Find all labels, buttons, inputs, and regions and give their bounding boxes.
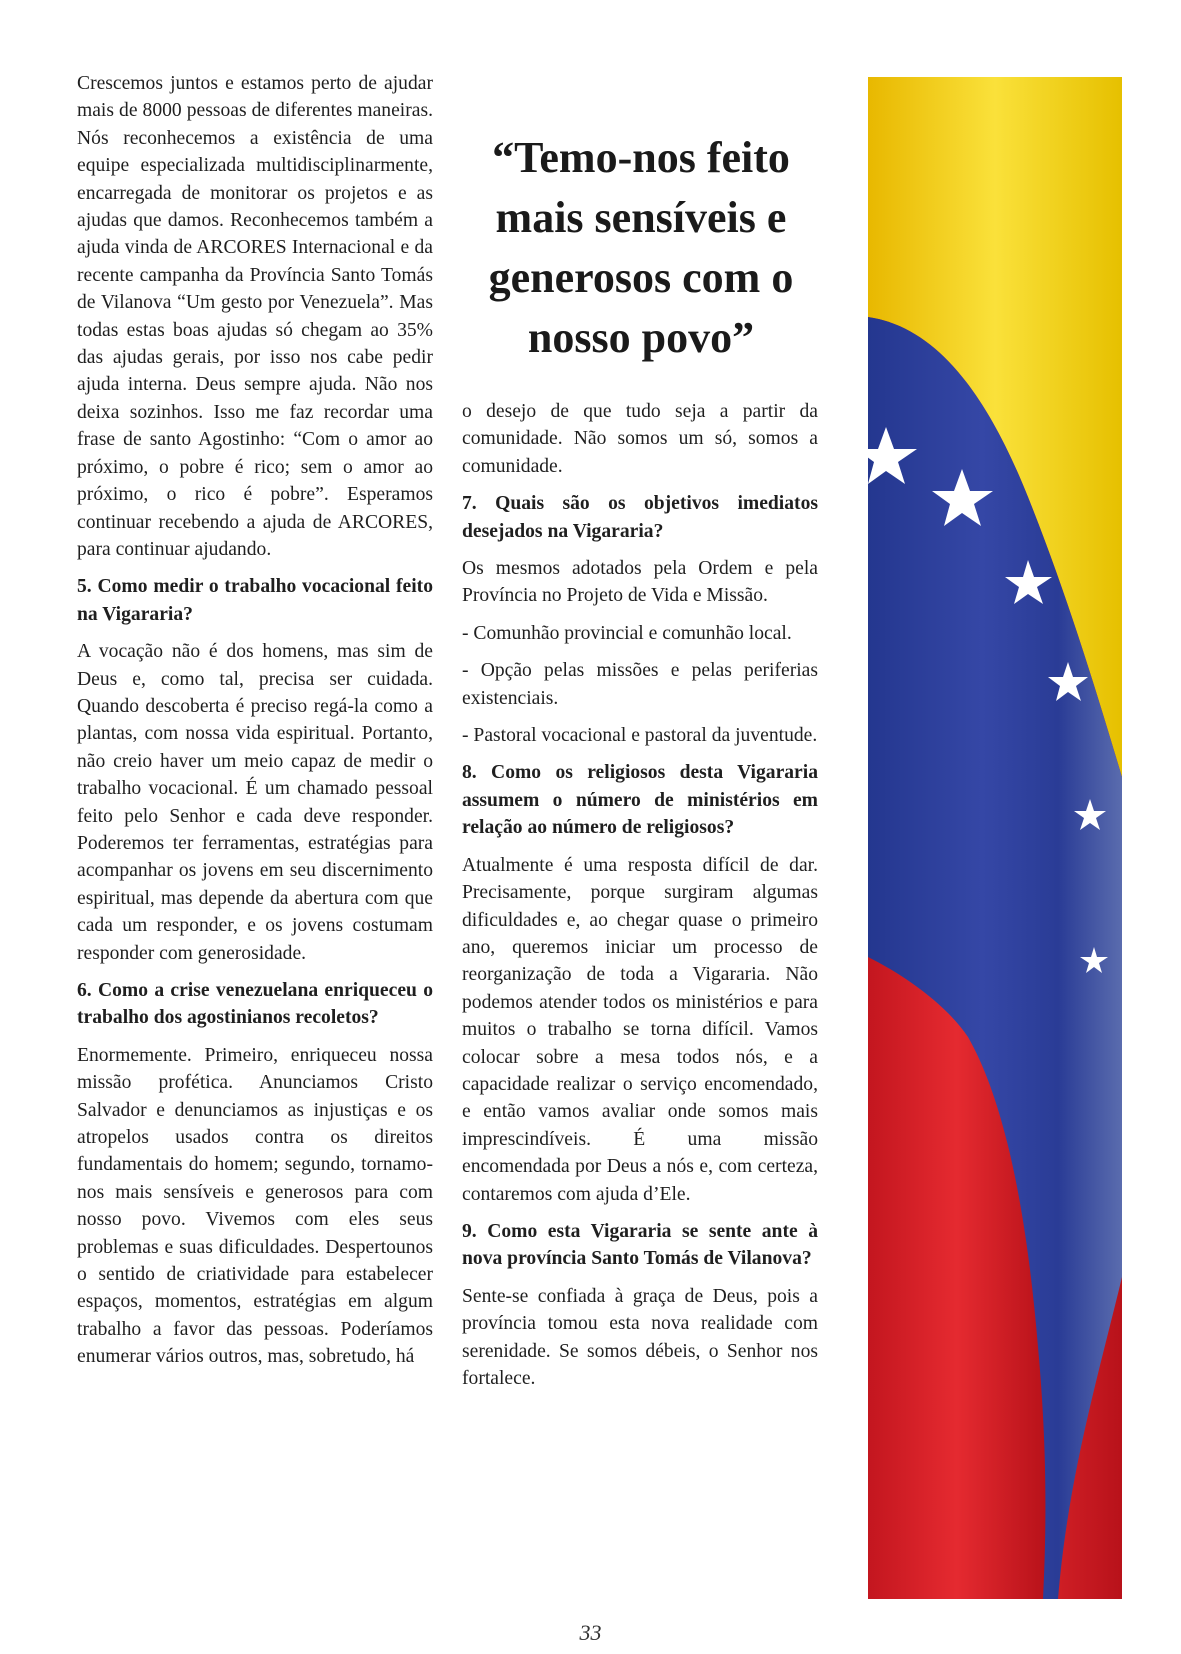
question-8-heading: 8. Como os religiosos desta Vigararia assumem o número de ministérios em relação ao número de religiosos? [462,762,818,839]
page-number: 33 [579,1620,602,1645]
continuation-paragraph: o desejo de que tudo seja a partir da comunidade. Não somos um só, somos a comunidade. [462,401,818,477]
venezuelan-flag-image [868,77,1122,1599]
answer-7-paragraph: Os mesmos adotados pela Ordem e pela Província no Projeto de Vida e Missão. [462,558,818,607]
question-9-heading: 9. Como esta Vigararia se sente ante à nova província Santo Tomás de Vilanova? [462,1220,818,1270]
intro-paragraph: Crescemos juntos e estamos perto de ajudar mais de 8000 pessoas de diferentes maneiras. Nós reconhecemos a existência de uma equipe especializada multidisciplinarmente, encarregada de monitorar os projetos e as ajudas que damos. Reconhecemos também a ajuda vinda de ARCORES Internacional e da recente campanha da Província Santo Tomás de Vilanova “Um gesto por Venezuela”. Mas todas estas boas ajudas só chegam ao 35% das ajudas gerais, por isso nos cabe pedir ajuda interna. Deus sempre ajuda. Não nos deixa sozinhos. Isso me faz recordar uma frase de santo Agostinho: “Com o amor ao próximo, o pobre é rico; sem o amor ao próximo, o rico é pobre”. Esperamos continuar recebendo a ajuda de ARCORES, para continuar ajudando. [77,73,433,560]
answer-7-item-3: - Pastoral vocacional e pastoral da juventude. [462,725,818,747]
answer-7-item-2: - Opção pelas missões e pelas periferias existenciais. [462,660,818,709]
answer-9-paragraph: Sente-se confiada à graça de Deus, pois a província tomou esta nova realidade com serenidade. Se somos débeis, o Senhor nos fortalece. [462,1285,818,1389]
answer-7-item-1: - Comunhão provincial e comunhão local. [462,622,792,644]
middle-text-column [462,398,818,1402]
question-5-heading: 5. Como medir o trabalho vocacional feito na Vigararia? [77,576,433,625]
left-text-column [77,70,433,1381]
answer-8-paragraph: Atualmente é uma resposta difícil de dar. Precisamente, porque surgiram algumas dificuldades e, ao chegar quase o primeiro ano, queremos iniciar um processo de reorganização de toda a Vigararia. Não podemos atender todos os ministérios e para muitos o trabalho se torna difícil. Vamos colocar sobre a mesa todos nós, e a capacidade realizar o serviço encomendado, e então vamos avaliar onde somos mais imprescindíveis. É uma missão encomendada por Deus a nós e, com certeza, contaremos com ajuda d’Ele. [462,854,818,1205]
answer-6-paragraph: Enormemente. Primeiro, enriqueceu nossa missão profética. Anunciamos Cristo Salvador e denunciamos as injustiças e os atropelos usados contra os direitos fundamentais do homem; segundo, tornamo-nos mais sensíveis e generosos para com nosso povo. Vivemos com eles seus problemas e suas dificuldades. Despertounos o sentido de criatividade para estabelecer espaços, momentos, estratégias em algum trabalho a favor das pessoas. Poderíamos enumerar vários outros, mas, sobretudo, há [77,1044,433,1368]
answer-5-paragraph: A vocação não é dos homens, mas sim de Deus e, como tal, precisa ser cuidada. Quando descoberta é preciso regá-la como a plantas, com nossa vida espiritual. Portanto, não creio haver um meio capaz de medir o trabalho vocacional. É um chamado pessoal feito pelo Senhor e cada deve responder. Poderemos ter ferramentas, estratégias para acompanhar os jovens em seu discernimento espiritual, mas depende da abertura com que cada um responder, e os jovens costumam responder com generosidade. [77,641,433,964]
pull-quote: “Temo-nos feito mais sensíveis e generosos com o nosso povo” [488,133,794,362]
question-6-heading: 6. Como a crise venezuelana enriqueceu o trabalho dos agostinianos recoletos? [77,980,433,1029]
question-7-heading: 7. Quais são os objetivos imediatos desejados na Vigararia? [462,493,818,542]
